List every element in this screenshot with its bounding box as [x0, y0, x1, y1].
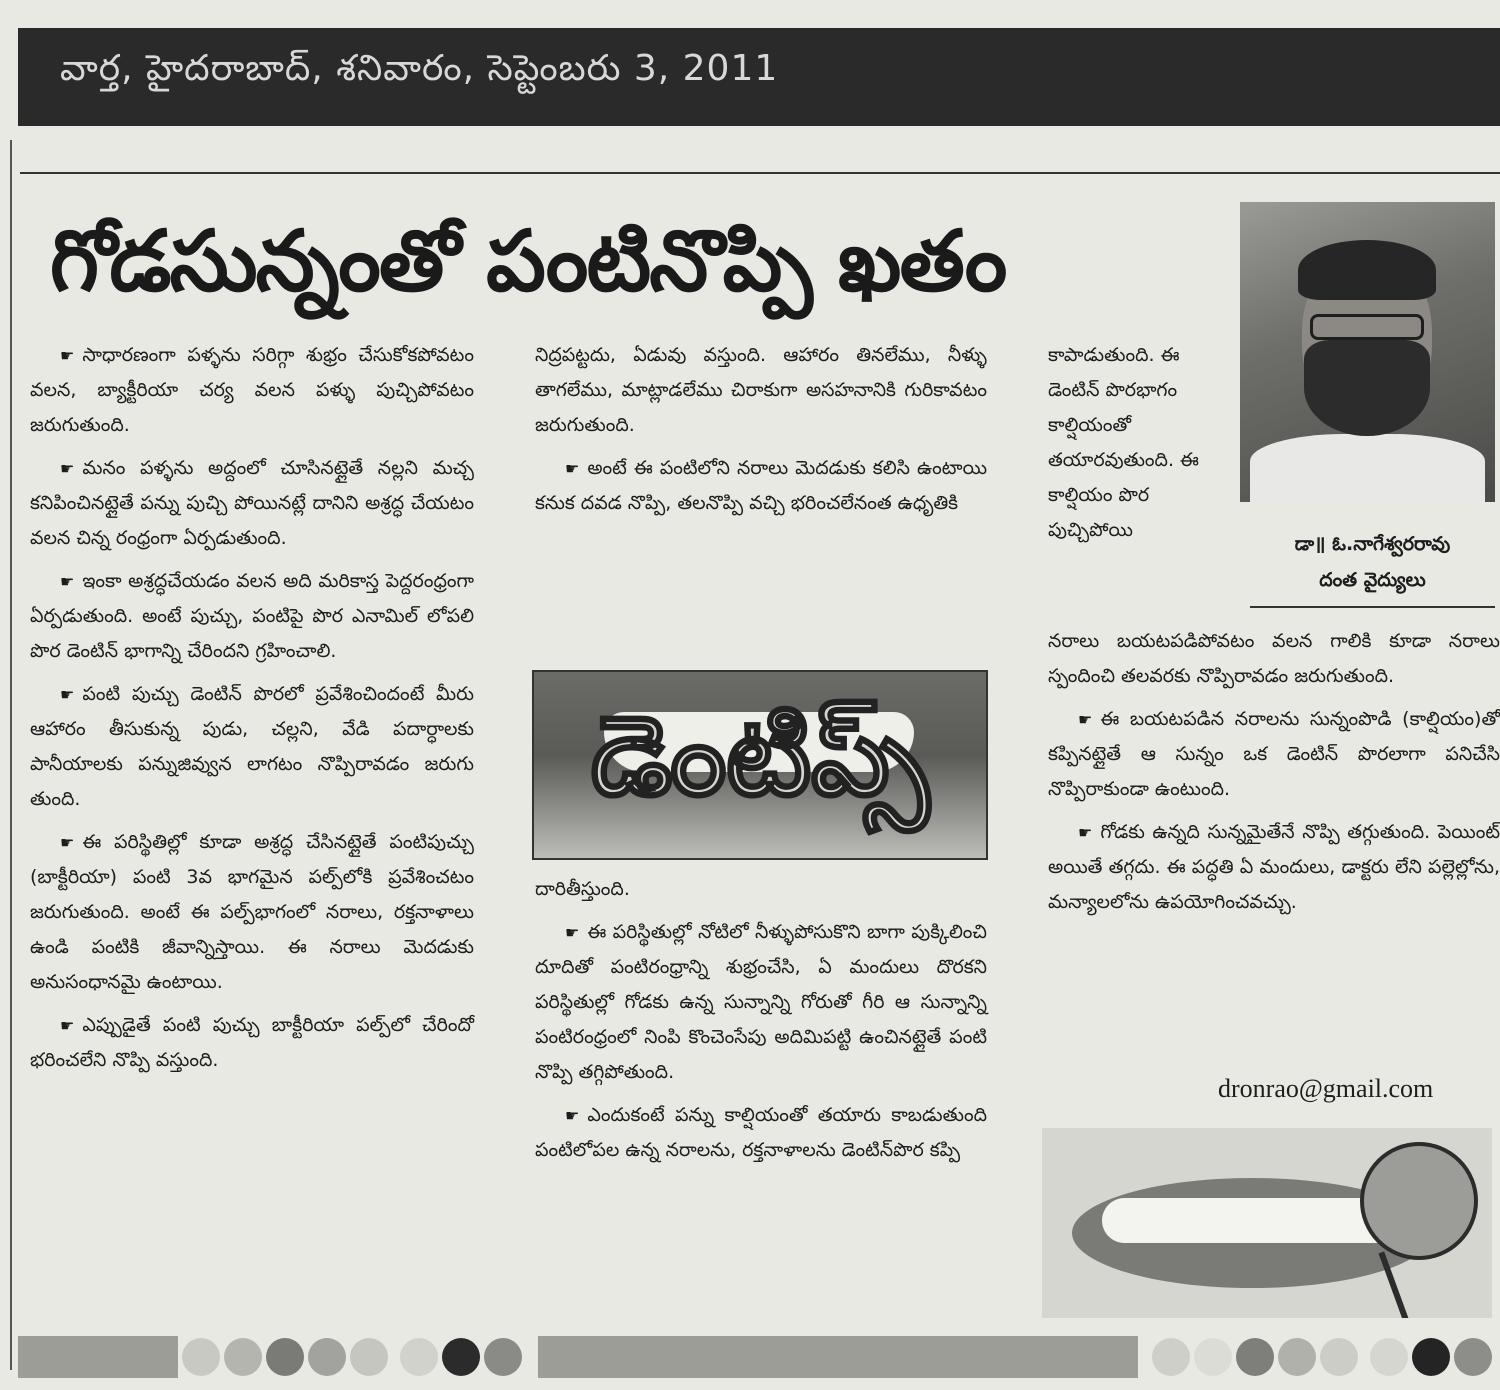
footer-dot [484, 1338, 522, 1376]
article-headline: గోడసున్నంతో పంటినొప్పి ఖతం [50, 212, 1006, 310]
paragraph: కాపాడుతుంది. ఈ డెంటిన్ పొరభాగం కాల్షియంతో తయారవుతుంది. ఈ కాల్షియం పొర పుచ్చిపోయి [1048, 344, 1199, 541]
paragraph: ☛ అంటే ఈ పంటిలోని నరాలు మెదడుకు కలిసి ఉంటాయి కనుక దవడ నొప్పి, తలనొప్పి వచ్చి భరించలేనంత ఉధృతికి [535, 457, 987, 514]
pointing-hand-icon: ☛ [60, 459, 75, 478]
pointing-hand-icon: ☛ [60, 1016, 75, 1035]
article-column-3-wide [1048, 624, 1500, 928]
paragraph: ☛ గోడకు ఉన్నది సున్నమైతేనే నొప్పి తగ్గుతుంది. పెయింట్ అయితే తగ్గదు. ఈ పద్ధతి ఏ మందులు, డాక్టరు లేని పల్లెల్లోను, మన్యాలలోను ఉపయోగించవచ్చు. [1048, 821, 1500, 913]
article-column-2-top [535, 338, 987, 529]
pointing-hand-icon: ☛ [60, 572, 75, 591]
masthead-dateline: వార్త, హైదరాబాద్, శనివారం, సెప్టెంబరు 3, 2011 [60, 48, 779, 89]
author-photo [1240, 202, 1495, 502]
paragraph: ☛ మనం పళ్ళను అద్దంలో చూసినట్లైతే నల్లని మచ్చ కనిపించినట్లైతే పన్ను పుచ్చి పోయినట్లే దానిని అశ్రద్ధ చేయటం వలన చిన్న రంధ్రంగా ఏర్పడుతుంది. [30, 457, 474, 549]
pointing-hand-icon: ☛ [60, 833, 75, 852]
footer-bar-left [18, 1336, 178, 1378]
footer-dot [224, 1338, 262, 1376]
footer-dot [1278, 1338, 1316, 1376]
article-column-2-bottom [535, 872, 987, 1176]
footer-dot [400, 1338, 438, 1376]
pointing-hand-icon: ☛ [1078, 823, 1093, 842]
author-title: దంత వైద్యులు [1319, 569, 1426, 591]
paragraph: ☛ ఎప్పుడైతే పంటి పుచ్చు బాక్టీరియా పల్ప్‌లో చేరిందో భరించలేని నొప్పి వస్తుంది. [30, 1014, 474, 1071]
pointing-hand-icon: ☛ [565, 923, 580, 942]
footer-dot [308, 1338, 346, 1376]
footer-dot [350, 1338, 388, 1376]
top-rule [20, 172, 1500, 174]
article-column-1 [30, 338, 474, 1086]
paragraph: నరాలు బయటపడిపోవటం వలన గాలికి కూడా నరాలు స్పందించి తలవరకు నొప్పిరావడం జరుగుతుంది. [1048, 630, 1500, 687]
author-caption [1250, 526, 1495, 598]
pointing-hand-icon: ☛ [565, 1106, 580, 1125]
caption-rule [1250, 606, 1495, 608]
paragraph: ☛ పంటి పుచ్చు డెంటిన్ పొరలో ప్రవేశించిందంటే మీరు ఆహారం తీసుకున్న పుడు, చల్లని, వేడి పదార్ధాలకు పానీయాలకు పన్నుజివ్వున లాగటం నొప్పిరావడం జరుగు తుంది. [30, 683, 474, 810]
article-column-3-narrow [1048, 338, 1228, 556]
footer-dot [182, 1338, 220, 1376]
pointing-hand-icon: ☛ [60, 685, 75, 704]
author-name: డా॥ ఓ.నాగేశ్వరరావు [1294, 533, 1451, 555]
footer-bar-middle [538, 1336, 1138, 1378]
footer-dot [1194, 1338, 1232, 1376]
footer-dot [266, 1338, 304, 1376]
footer-dot [442, 1338, 480, 1376]
paragraph: ☛ ఈ పరిస్థితిల్లో కూడా అశ్రద్ధ చేసినట్లైతే పంటిపుచ్చు (బాక్టీరియా) పంటి 3వ భాగమైన పల్ప్‌లోకి ప్రవేశించటం జరుగుతుంది. అంటే ఈ పల్ప్‌భాగంలో నరాలు, రక్తనాళాలు ఉండి పంటికి జీవాన్నిస్తాయి. ఈ నరాలు మెదడుకు అనుసంధానమై ఉంటాయి. [30, 831, 474, 993]
footer-dot [1412, 1338, 1450, 1376]
left-rule [10, 140, 12, 1370]
footer-dot [1236, 1338, 1274, 1376]
dentips-title: డెంటిప్స్ [590, 692, 930, 820]
paragraph: ☛ ఈ పరిస్థితుల్లో నోటిలో నీళ్ళుపోసుకొని బాగా పుక్కిలించి దూదితో పంటిరంధ్రాన్ని శుభ్రంచేసి, ఏ మందులు దొరకని పరిస్థితుల్లో గోడకు ఉన్న సున్నాన్ని గోరుతో గీరి ఆ సున్నాన్ని పంటిరంధ్రంలో నింపి కొంచెంసేపు అదిమిపట్టి ఉంచినట్లైతే పంటి నొప్పి తగ్గిపోతుంది. [535, 921, 987, 1083]
dentips-banner [532, 670, 988, 860]
paragraph: నిద్రపట్టదు, ఏడువు వస్తుంది. ఆహారం తినలేము, నీళ్ళు తాగలేము, మాట్లాడలేము చిరాకుగా అసహనానికి గురికావటం జరుగుతుంది. [535, 344, 987, 436]
paragraph: ☛ ఎందుకంటే పన్ను కాల్షియంతో తయారు కాబడుతుంది పంటిలోపల ఉన్న నరాలను, రక్తనాళాలను డెంటిన్‌పొర కప్పి [535, 1104, 987, 1161]
paragraph: ☛ ఈ బయటపడిన నరాలను సున్నంపొడి (కాల్షియం)తో కప్పినట్లైతే ఆ సున్నం ఒక డెంటిన్ పొరలాగా పనిచేసి నొప్పిరాకుండా ఉంటుంది. [1048, 708, 1500, 800]
pointing-hand-icon: ☛ [60, 346, 75, 365]
footer-dot [1152, 1338, 1190, 1376]
dental-mirror-illustration [1042, 1128, 1492, 1318]
footer-dot [1320, 1338, 1358, 1376]
footer-dot [1370, 1338, 1408, 1376]
pointing-hand-icon: ☛ [565, 459, 580, 478]
footer-dot [1454, 1338, 1492, 1376]
paragraph: ☛ సాధారణంగా పళ్ళను సరిగ్గా శుభ్రం చేసుకోకపోవటం వలన, బ్యాక్టీరియా చర్య వలన పళ్ళు పుచ్చిపోవటం జరుగుతుంది. [30, 344, 474, 436]
pointing-hand-icon: ☛ [1078, 710, 1093, 729]
author-email: dronrao@gmail.com [1218, 1074, 1434, 1103]
paragraph: దారితీస్తుంది. [535, 878, 630, 900]
paragraph: ☛ ఇంకా అశ్రద్ధచేయడం వలన అది మరికాస్త పెద్దరంధ్రంగా ఏర్పడుతుంది. అంటే పుచ్చు, పంటిపై పొర ఎనామిల్ లోపలి పొర డెంటిన్ భాగాన్ని చేరిందని గ్రహించాలి. [30, 570, 474, 662]
